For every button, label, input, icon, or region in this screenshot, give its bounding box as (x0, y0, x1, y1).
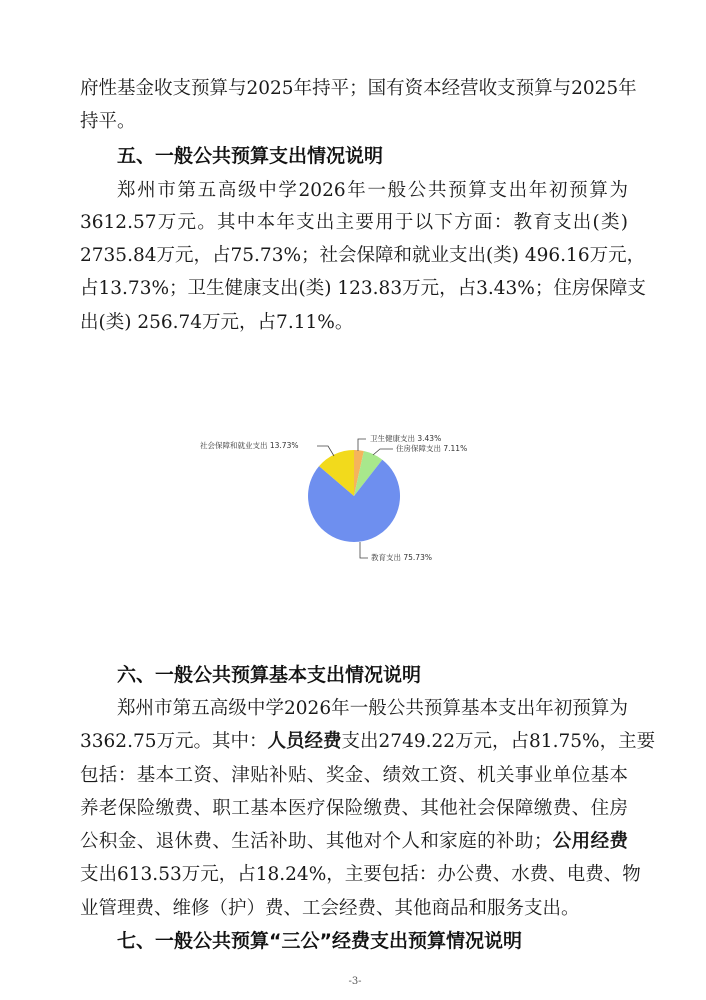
section-heading-7: 七、一般公共预算“三公”经费支出预算情况说明 (117, 930, 522, 952)
body-line: 养老保险缴费、职工基本医疗保险缴费、其他社会保障缴费、住房 (80, 798, 628, 819)
text-segment: 支出2749.22万元，占81.75%，主要 (341, 731, 656, 752)
body-line: 出(类) 256.74万元，占7.11%。 (80, 312, 354, 333)
page-number: -3- (348, 976, 362, 987)
pie-chart-svg (190, 420, 510, 570)
body-line: 支出613.53万元，占18.24%，主要包括：办公费、水费、电费、物 (80, 864, 641, 885)
bold-term-personnel-expenses: 人员经费 (267, 731, 342, 752)
label-housing: 住房保障支出 7.11% (396, 444, 468, 453)
text-segment: 3362.75万元。其中： (80, 731, 268, 752)
text-segment: 公积金、退休费、生活补助、其他对个人和家庭的补助； (80, 831, 553, 852)
body-line: 业管理费、维修（护）费、工会经费、其他商品和服务支出。 (80, 898, 580, 919)
body-line: 2735.84万元，占75.73%；社会保障和就业支出(类) 496.16万元， (80, 245, 646, 266)
label-education: 教育支出 75.73% (371, 553, 432, 562)
label-health: 卫生健康支出 3.43% (370, 434, 442, 443)
body-line: 府性基金收支预算与2025年持平；国有资本经营收支预算与2025年 (80, 78, 637, 99)
body-line: 包括：基本工资、津贴补贴、奖金、绩效工资、机关事业单位基本 (80, 765, 628, 786)
body-line: 持平。 (80, 111, 136, 132)
leader-line-health (358, 439, 366, 451)
body-line: 3612.57万元。其中本年支出主要用于以下方面：教育支出(类) (80, 212, 628, 233)
leader-line-housing (373, 449, 393, 455)
bold-term-public-expenses: 公用经费 (552, 831, 628, 852)
body-line: 郑州市第五高级中学2026年一般公共预算支出年初预算为 (117, 180, 628, 201)
section-heading-6: 六、一般公共预算基本支出情况说明 (117, 664, 422, 686)
leader-line-social-security (317, 446, 334, 456)
section-heading-5: 五、一般公共预算支出情况说明 (117, 145, 384, 167)
leader-line-education (360, 542, 368, 558)
body-line (80, 825, 628, 858)
expenditure-pie-chart (190, 420, 510, 570)
body-line (80, 725, 656, 758)
label-social-security: 社会保障和就业支出 13.73% (200, 441, 299, 450)
body-line: 占13.73%；卫生健康支出(类) 123.83万元，占3.43%；住房保障支 (80, 278, 646, 299)
body-line: 郑州市第五高级中学2026年一般公共预算基本支出年初预算为 (117, 698, 628, 719)
